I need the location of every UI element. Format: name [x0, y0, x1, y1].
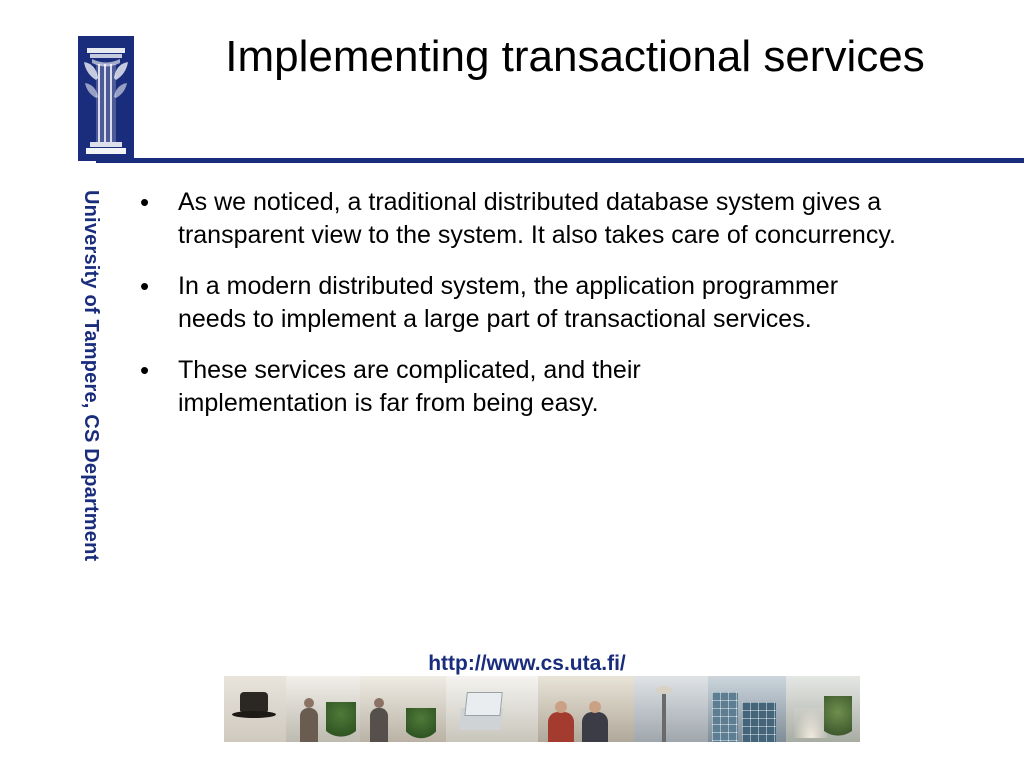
- person-figure: [370, 708, 388, 742]
- laptop-figure: [459, 708, 503, 730]
- photo-laptop: [446, 676, 538, 742]
- list-item-text: As we noticed, a traditional distributed database system gives a transparent view to the system. It also takes care of concurrency.: [178, 188, 896, 249]
- hat-icon: [232, 692, 276, 722]
- photo-person-plant: [286, 676, 360, 742]
- vertical-department-text: University of Tampere, CS Department: [80, 190, 102, 562]
- bullet-marker-icon: •: [140, 187, 150, 217]
- person-figure: [582, 712, 608, 742]
- lamp-figure: [662, 690, 666, 742]
- photo-campus-building: [708, 676, 786, 742]
- bullet-marker-icon: •: [140, 355, 150, 385]
- person-figure: [300, 708, 318, 742]
- slide-title: Implementing transactional services: [225, 32, 925, 81]
- list-item: [140, 186, 980, 252]
- tree-figure: [824, 696, 852, 742]
- building-figure: [742, 702, 776, 742]
- footer-url-link[interactable]: http://www.cs.uta.fi/: [428, 652, 626, 675]
- university-pillar-emblem-icon: [78, 36, 134, 161]
- person-figure: [548, 712, 574, 742]
- plant-figure: [326, 702, 356, 742]
- photo-students-seated: [538, 676, 634, 742]
- footer-photo-strip: [224, 676, 860, 742]
- list-item-text: These services are complicated, and their implementation is far from being easy.: [178, 356, 641, 417]
- photo-hat: [224, 676, 286, 742]
- bullet-marker-icon: •: [140, 271, 150, 301]
- plant-figure: [406, 708, 436, 742]
- bullet-list: [140, 186, 980, 438]
- list-item-text: In a modern distributed system, the application programmer needs to implement a large part of transactional services.: [178, 272, 839, 333]
- list-item: [140, 354, 980, 420]
- photo-street-lamp: [634, 676, 708, 742]
- building-figure: [712, 692, 738, 742]
- photo-bicycle: [360, 676, 446, 742]
- photo-tree-fountain: [786, 676, 860, 742]
- title-divider: [96, 158, 1024, 163]
- list-item: [140, 270, 980, 336]
- fountain-figure: [794, 708, 828, 738]
- vertical-department-label: [64, 190, 124, 690]
